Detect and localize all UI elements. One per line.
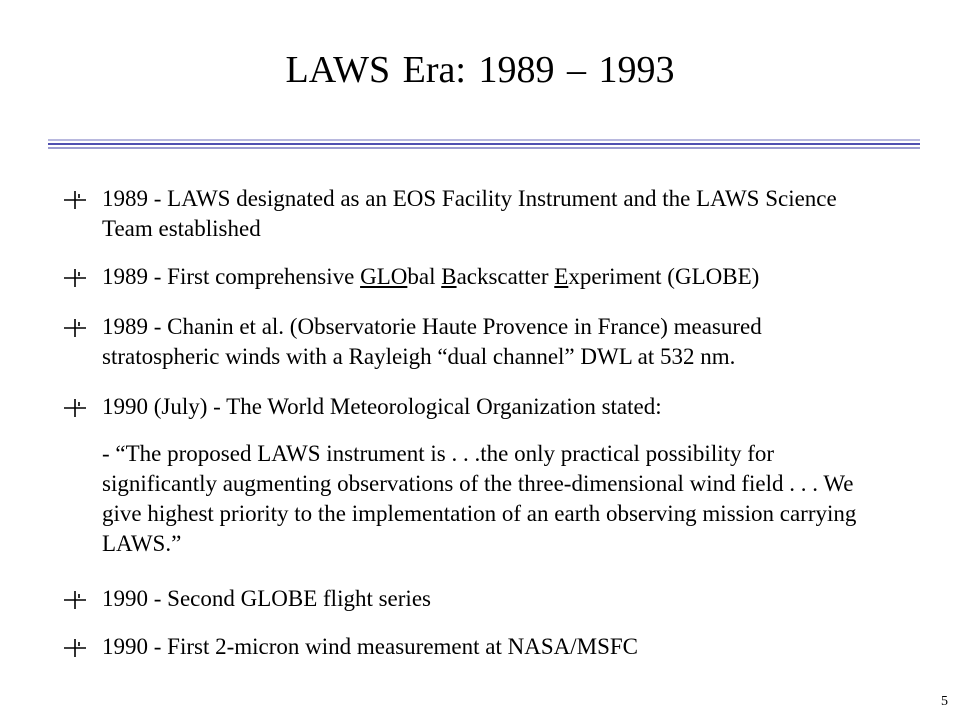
- bullet-marker-icon: [62, 268, 88, 288]
- bullet-text: 1990 - First 2-micron wind measurement at NASA/MSFC: [102, 634, 638, 659]
- bullet-item: [64, 632, 864, 662]
- bullet-marker-icon: [62, 590, 88, 610]
- slide-title: LAWS Era: 1989 – 1993: [285, 49, 675, 91]
- bullet-item: [64, 584, 864, 614]
- quote-text: - “The proposed LAWS instrument is . . .the only practical possibility for significantly augmenting observations of the three-dimensional wind field . . . We give highest priority to the implementation of an earth observing mission carrying LAWS.”: [102, 441, 857, 556]
- bullet-text: 1989 - Chanin et al. (Observatorie Haute Provence in France) measured stratospheric winds with a Rayleigh “dual channel” DWL at 532 nm.: [102, 314, 762, 369]
- bullet-marker-icon: [62, 190, 88, 210]
- page-number: 5: [941, 694, 948, 709]
- bullet-text: 1990 (July) - The World Meteorological Organization stated:: [102, 394, 662, 419]
- bullet-text: 1989 - LAWS designated as an EOS Facility Instrument and the LAWS Science Team established: [102, 186, 837, 241]
- bullet-item: [64, 184, 864, 244]
- title-divider: [48, 139, 920, 149]
- bullet-item: [64, 262, 864, 292]
- bullet-text: 1989 - First comprehensive GLObal Backscatter Experiment (GLOBE): [102, 264, 760, 289]
- bullet-item: [64, 312, 864, 372]
- bullet-text: 1990 - Second GLOBE flight series: [102, 586, 431, 611]
- bullet-item: [64, 392, 864, 422]
- bullet-marker-icon: [62, 318, 88, 338]
- bullet-marker-icon: [62, 398, 88, 418]
- bullet-marker-icon: [62, 638, 88, 658]
